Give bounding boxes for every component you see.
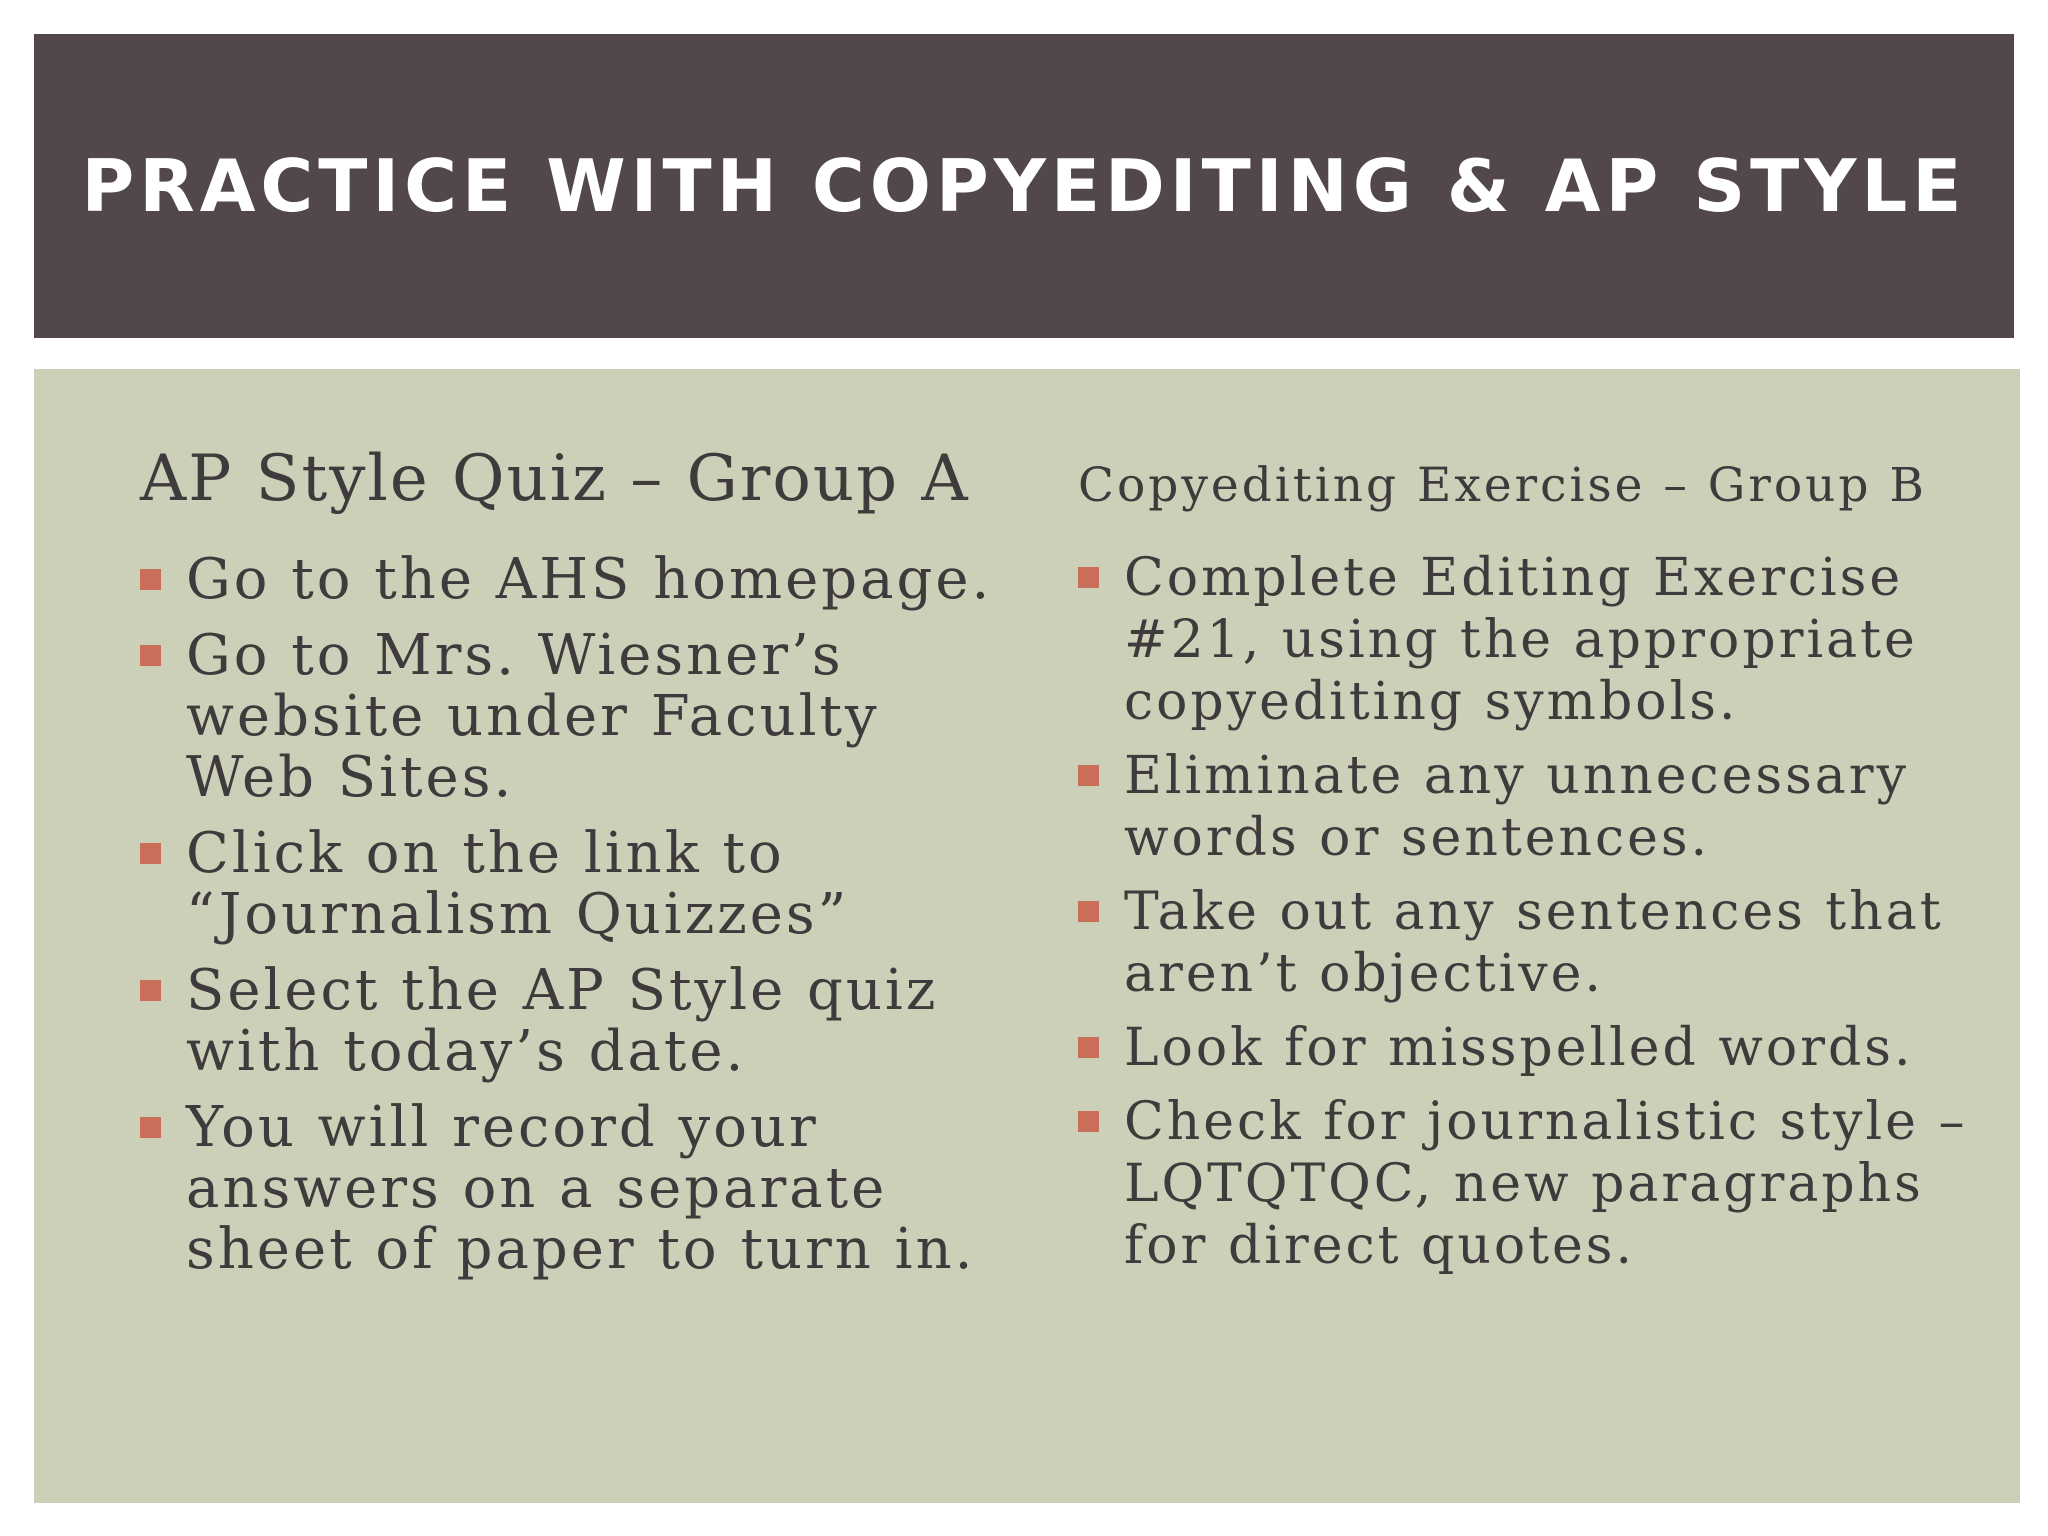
list-item-text: Check for journalistic style – LQTQTQC, new paragraphs for direct quotes.	[1124, 1092, 1968, 1276]
list-item	[140, 549, 1010, 610]
square-bullet-icon	[1078, 1111, 1099, 1132]
title-bar	[34, 34, 2014, 338]
list-item	[140, 823, 1010, 945]
list-item-text: Select the AP Style quiz with today’s date.	[186, 958, 939, 1084]
list-item	[1078, 881, 1998, 1005]
group-b-heading: Copyediting Exercise – Group B	[1078, 458, 1927, 513]
list-item-text: Go to the AHS homepage.	[186, 547, 993, 612]
list-item	[140, 1097, 1010, 1280]
list-item	[1078, 547, 1998, 733]
list-item	[1078, 745, 1998, 869]
list-item	[1078, 1017, 1998, 1079]
list-item-text: Eliminate any unnecessary words or sentences.	[1124, 746, 1909, 868]
list-item	[1078, 1091, 1998, 1277]
square-bullet-icon	[140, 1117, 161, 1138]
group-b-column	[1078, 458, 1998, 1289]
square-bullet-icon	[1078, 765, 1099, 786]
square-bullet-icon	[140, 645, 161, 666]
square-bullet-icon	[140, 569, 161, 590]
group-b-list	[1078, 547, 1998, 1277]
content-panel	[34, 369, 2020, 1503]
square-bullet-icon	[1078, 901, 1099, 922]
square-bullet-icon	[1078, 567, 1099, 588]
group-a-list	[140, 549, 1010, 1280]
list-item-text: Take out any sentences that aren’t objective.	[1124, 882, 1944, 1004]
square-bullet-icon	[140, 843, 161, 864]
group-a-column	[140, 442, 1010, 1295]
list-item	[140, 960, 1010, 1082]
slide-title: PRACTICE WITH COPYEDITING & AP STYLE	[81, 144, 1967, 228]
list-item-text: You will record your answers on a separate sheet of paper to turn in.	[186, 1095, 976, 1282]
list-item-text: Complete Editing Exercise #21, using the appropriate copyediting symbols.	[1124, 548, 1918, 732]
list-item-text: Look for misspelled words.	[1124, 1018, 1914, 1078]
list-item-text: Go to Mrs. Wiesner’s website under Faculty Web Sites.	[186, 623, 880, 810]
square-bullet-icon	[140, 980, 161, 1001]
list-item	[140, 625, 1010, 808]
list-item-text: Click on the link to “Journalism Quizzes”	[186, 821, 850, 947]
square-bullet-icon	[1078, 1037, 1099, 1058]
group-a-heading: AP Style Quiz – Group A	[140, 442, 970, 516]
